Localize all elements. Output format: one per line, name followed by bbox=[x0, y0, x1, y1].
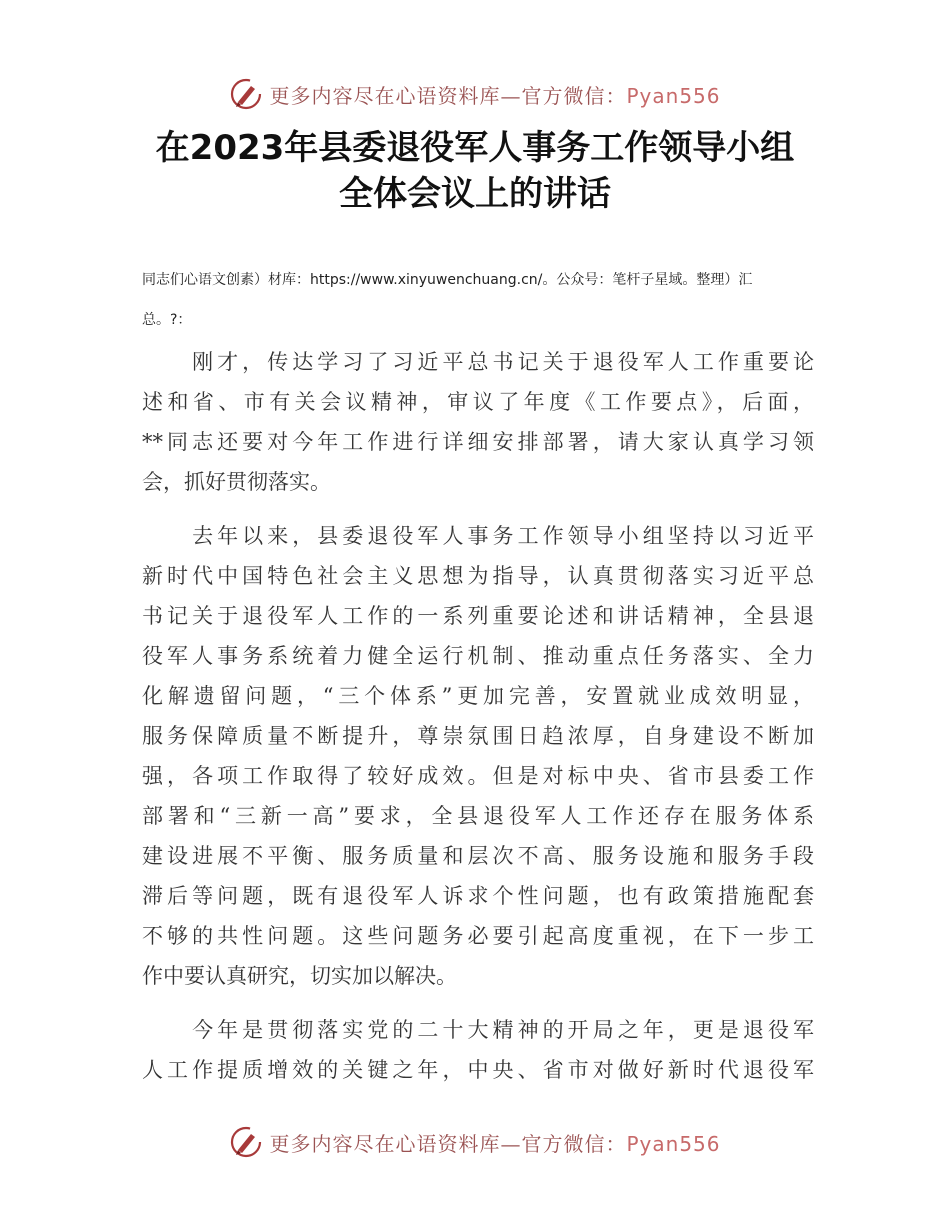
header-watermark bbox=[0, 74, 950, 114]
text-line: 刚才，传达学习了习近平总书记关于退役军人工作重要论 bbox=[142, 350, 814, 374]
text-line: 会，抓好贯彻落实。 bbox=[142, 470, 331, 494]
paragraph bbox=[142, 342, 814, 502]
text-line: 役军人事务系统着力健全运行机制、推动重点任务落实、全力 bbox=[142, 644, 814, 668]
text-line: 今年是贯彻落实党的二十大精神的开局之年，更是退役军 bbox=[142, 1018, 814, 1042]
text-line: 述和省、市有关会议精神，审议了年度《工作要点》，后面， bbox=[142, 390, 814, 414]
paragraph bbox=[142, 516, 814, 996]
page-title bbox=[90, 125, 860, 217]
title-line: 全体会议上的讲话 bbox=[339, 174, 611, 214]
text-line: 新时代中国特色社会主义思想为指导，认真贯彻落实习近平总 bbox=[142, 564, 814, 588]
footer-watermark bbox=[0, 1122, 950, 1162]
text-line: 服务保障质量不断提升，尊崇氛围日趋浓厚，自身建设不断加 bbox=[142, 724, 814, 748]
source-note bbox=[142, 260, 812, 340]
text-line: 滞后等问题，既有退役军人诉求个性问题，也有政策措施配套 bbox=[142, 884, 814, 908]
text-line: 部署和“三新一高”要求，全县退役军人工作还存在服务体系 bbox=[142, 804, 814, 828]
watermark-text: 更多内容尽在心语资料库—官方微信：Pyan556 bbox=[269, 1131, 721, 1156]
pen-logo-icon bbox=[229, 1125, 263, 1159]
text-line: 化解遗留问题，“三个体系”更加完善，安置就业成效明显， bbox=[142, 684, 814, 708]
text-line: **同志还要对今年工作进行详细安排部署，请大家认真学习领 bbox=[142, 430, 814, 454]
paragraph bbox=[142, 1010, 814, 1090]
text-line: 去年以来，县委退役军人事务工作领导小组坚持以习近平 bbox=[142, 524, 814, 548]
watermark-text: 更多内容尽在心语资料库—官方微信：Pyan556 bbox=[269, 83, 721, 108]
text-line: 人工作提质增效的关键之年，中央、省市对做好新时代退役军 bbox=[142, 1058, 814, 1082]
source-line: 同志们心语文创素）材库：https://www.xinyuwenchuang.cn/。公众号：笔杆子星域。整理）汇 bbox=[142, 272, 753, 288]
pen-logo-icon bbox=[229, 77, 263, 111]
title-line: 在2023年县委退役军人事务工作领导小组 bbox=[155, 128, 795, 168]
text-line: 强，各项工作取得了较好成效。但是对标中央、省市县委工作 bbox=[142, 764, 814, 788]
text-line: 不够的共性问题。这些问题务必要引起高度重视，在下一步工 bbox=[142, 924, 814, 948]
text-line: 建设进展不平衡、服务质量和层次不高、服务设施和服务手段 bbox=[142, 844, 814, 868]
text-line: 书记关于退役军人工作的一系列重要论述和讲话精神，全县退 bbox=[142, 604, 814, 628]
source-line: 总。?： bbox=[142, 312, 192, 328]
text-line: 作中要认真研究，切实加以解决。 bbox=[142, 964, 457, 988]
